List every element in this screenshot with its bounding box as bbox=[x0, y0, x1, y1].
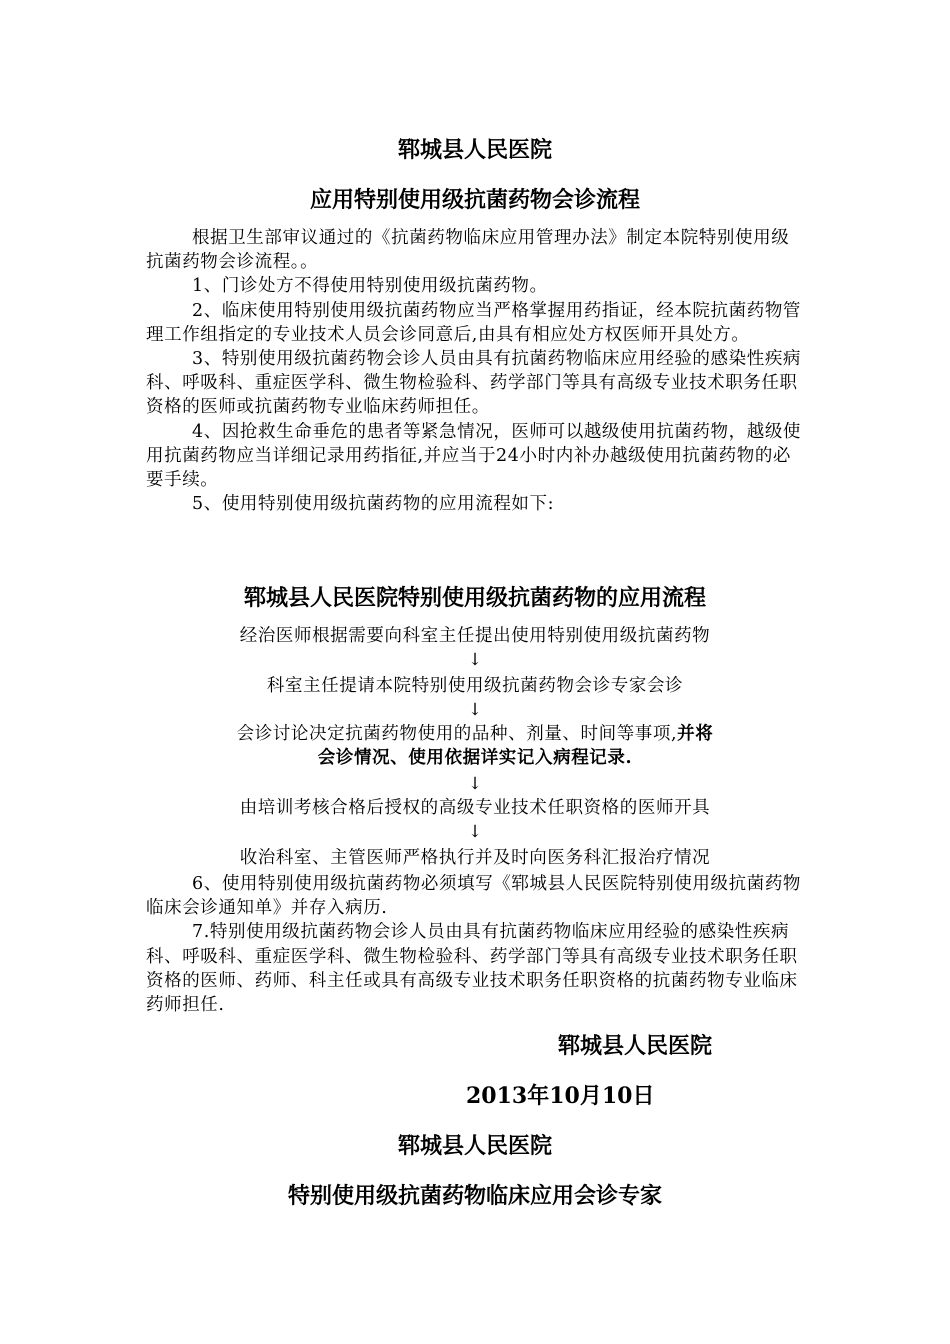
footer-hospital: 郓城县人民医院 bbox=[397, 1133, 552, 1159]
flow-arrow-icon: ↓ bbox=[467, 650, 483, 670]
flow-step-2: 科室主任提请本院特别使用级抗菌药物会诊专家会诊 bbox=[266, 676, 684, 696]
item-2: 2、临床使用特别使用级抗菌药物应当严格掌握用药指证，经本院抗菌药物管理工作组指定的专业技术人员会诊同意后,由具有相应处方权医师开具处方。 bbox=[146, 300, 802, 345]
document-title: 应用特别使用级抗菌药物会诊流程 bbox=[309, 187, 640, 213]
flow-step-3-emphasis: 并将 bbox=[677, 724, 714, 744]
item-4: 4、因抢救生命垂危的患者等紧急情况，医师可以越级使用抗菌药物，越级使用抗菌药物应当详细记录用药指征,并应当于24小时内补办越级使用抗菌药物的必要手续。 bbox=[146, 421, 802, 491]
intro-paragraph: 根据卫生部审议通过的《抗菌药物临床应用管理办法》制定本院特别使用级抗菌药物会诊流程。。 bbox=[146, 228, 790, 273]
flow-arrow-icon: ↓ bbox=[467, 774, 483, 794]
hospital-heading: 郓城县人民医院 bbox=[397, 137, 552, 163]
item-3: 3、特别使用级抗菌药物会诊人员由具有抗菌药物临床应用经验的感染性疾病科、呼吸科、重症医学科、微生物检验科、药学部门等具有高级专业技术职务任职资格的医师或抗菌药物专业临床药师担任。 bbox=[146, 349, 802, 418]
footer-title: 特别使用级抗菌药物临床应用会诊专家 bbox=[287, 1183, 662, 1209]
signature-org: 郓城县人民医院 bbox=[558, 1033, 713, 1059]
body-section-1 bbox=[146, 226, 806, 516]
item-7: 7.特别使用级抗菌药物会诊人员由具有抗菌药物临床应用经验的感染性疾病科、呼吸科、重症医学科、微生物检验科、药学部门等具有高级专业技术职务任职资格的医师、药师、科主任或具有高级专业技术职务任职资格的抗菌药物专业临床药师担任. bbox=[146, 922, 798, 1016]
flow-arrow-icon: ↓ bbox=[467, 700, 483, 720]
flow-step-1: 经治医师根据需要向科室主任提出使用特别使用级抗菌药物 bbox=[239, 626, 711, 646]
flow-step-3 bbox=[0, 722, 950, 746]
flow-arrow-icon: ↓ bbox=[467, 822, 483, 842]
signature-date: 2013年10月10日 bbox=[466, 1083, 655, 1109]
flow-step-4: 由培训考核合格后授权的高级专业技术任职资格的医师开具 bbox=[239, 798, 711, 818]
item-1: 1、门诊处方不得使用特别使用级抗菌药物。 bbox=[192, 276, 548, 297]
flow-step-3-continued: 会诊情况、使用依据详实记入病程记录. bbox=[317, 748, 633, 768]
flow-title: 郓城县人民医院特别使用级抗菌药物的应用流程 bbox=[243, 585, 706, 611]
flow-step-5: 收治科室、主管医师严格执行并及时向医务科汇报治疗情况 bbox=[239, 848, 711, 868]
body-section-2 bbox=[146, 872, 806, 1017]
flow-step-3-text: 会诊讨论决定抗菌药物使用的品种、剂量、时间等事项, bbox=[236, 724, 678, 744]
item-5: 5、使用特别使用级抗菌药物的应用流程如下: bbox=[192, 494, 555, 515]
item-6: 6、使用特别使用级抗菌药物必须填写《郓城县人民医院特别使用级抗菌药物临床会诊通知单》并存入病历. bbox=[146, 874, 802, 919]
